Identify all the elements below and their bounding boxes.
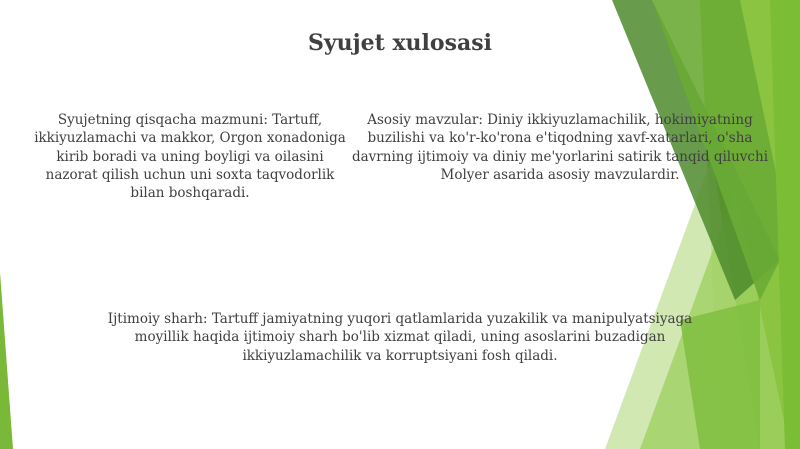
slide-title: Syujet xulosasi [308,30,492,56]
left-edge-shape [0,272,13,449]
main-themes-text: Asosiy mavzular: Diniy ikkiyuzlamachilik, hokimiyatning buzilishi va ko'r-ko'rona e'tiqodning xavf-xatarlari, o'sha davrning ijtimoiy va diniy me'yorlarini satirik tanqid qiluvchi Molyer asarida asosiy mavzulardir. [351,112,769,183]
social-commentary-text: Ijtimoiy sharh: Tartuff jamiyatning yuqori qatlamlarida yuzakilik va manipulyatsiyaga moyillik haqida ijtimoiy sharh bo'lib xizmat qiladi, uning asoslarini buzadigan ikkiyuzlamachilik va korruptsiyani fosh qiladi. [107,311,693,364]
plot-summary-text: Syujetning qisqacha mazmuni: Tartuff, ikkiyuzlamachi va makkor, Orgon xonadoniga kirib boradi va uning boyligi va oilasini nazorat qilish uchun uni soxta taqvodorlik bilan boshqaradi. [34,112,346,202]
